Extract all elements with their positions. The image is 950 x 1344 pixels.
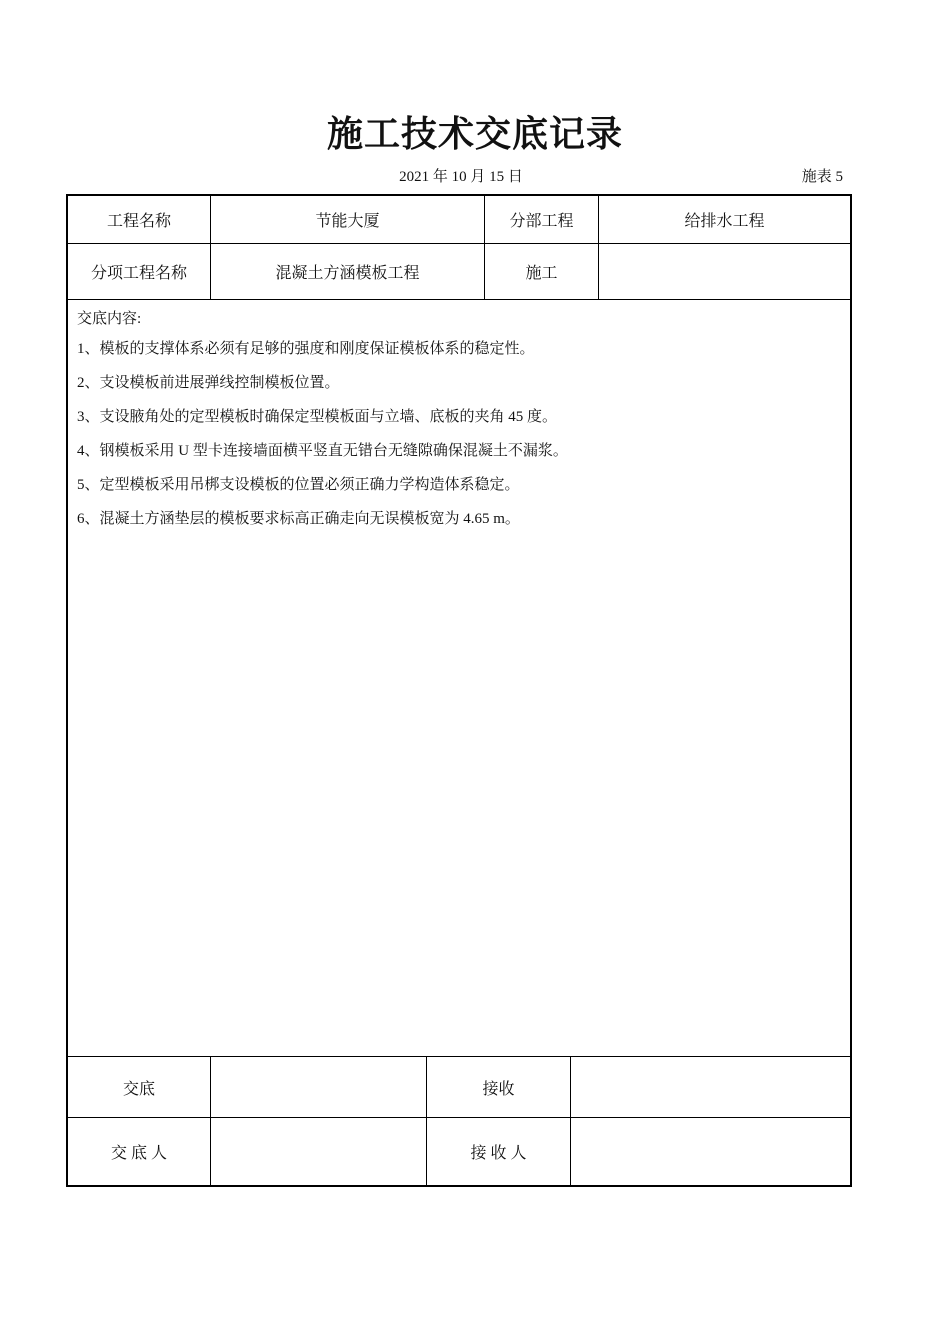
project-name-label: 工程名称 xyxy=(106,213,171,230)
project-name-value: 节能大厦 xyxy=(315,213,380,230)
division-value: 给排水工程 xyxy=(684,213,765,230)
row-divider xyxy=(68,299,850,300)
content-item: 1、模板的支撑体系必须有足够的强度和刚度保证模板体系的稳定性。 xyxy=(77,341,535,357)
receiver-value xyxy=(571,1118,850,1185)
content-item: 3、支设腋角处的定型模板时确保定型模板面与立墙、底板的夹角 45 度。 xyxy=(77,409,558,425)
record-table xyxy=(66,194,852,1187)
content-item: 4、钢模板采用 U 型卡连接墙面横平竖直无错台无缝隙确保混凝土不漏浆。 xyxy=(77,443,568,459)
subitem-label: 分项工程名称 xyxy=(90,265,187,282)
content-label: 交底内容: xyxy=(77,311,142,327)
handover-person-value xyxy=(211,1118,426,1185)
record-date: 2021 年 10 月 15 日 xyxy=(399,169,523,185)
handover-content xyxy=(77,308,837,542)
subitem-value: 混凝土方涵模板工程 xyxy=(275,265,420,282)
handover-value xyxy=(211,1057,426,1117)
content-item: 2、支设模板前进展弹线控制模板位置。 xyxy=(77,375,340,391)
construction-value xyxy=(599,244,850,299)
receive-label: 接收 xyxy=(482,1080,515,1098)
division-label: 分部工程 xyxy=(509,213,574,230)
construction-label: 施工 xyxy=(525,265,558,282)
handover-label: 交底 xyxy=(122,1080,155,1098)
form-number: 施表 5 xyxy=(801,169,843,185)
receive-value xyxy=(571,1057,850,1117)
document-title: 施工技术交底记录 xyxy=(326,114,623,155)
handover-person-label: 交 底 人 xyxy=(110,1145,167,1162)
content-item: 5、定型模板采用吊梆支设模板的位置必须正确力学构造体系稳定。 xyxy=(77,477,520,493)
content-item: 6、混凝土方涵垫层的模板要求标高正确走向无误模板宽为 4.65 m。 xyxy=(77,511,520,527)
receiver-label: 接 收 人 xyxy=(470,1145,527,1162)
